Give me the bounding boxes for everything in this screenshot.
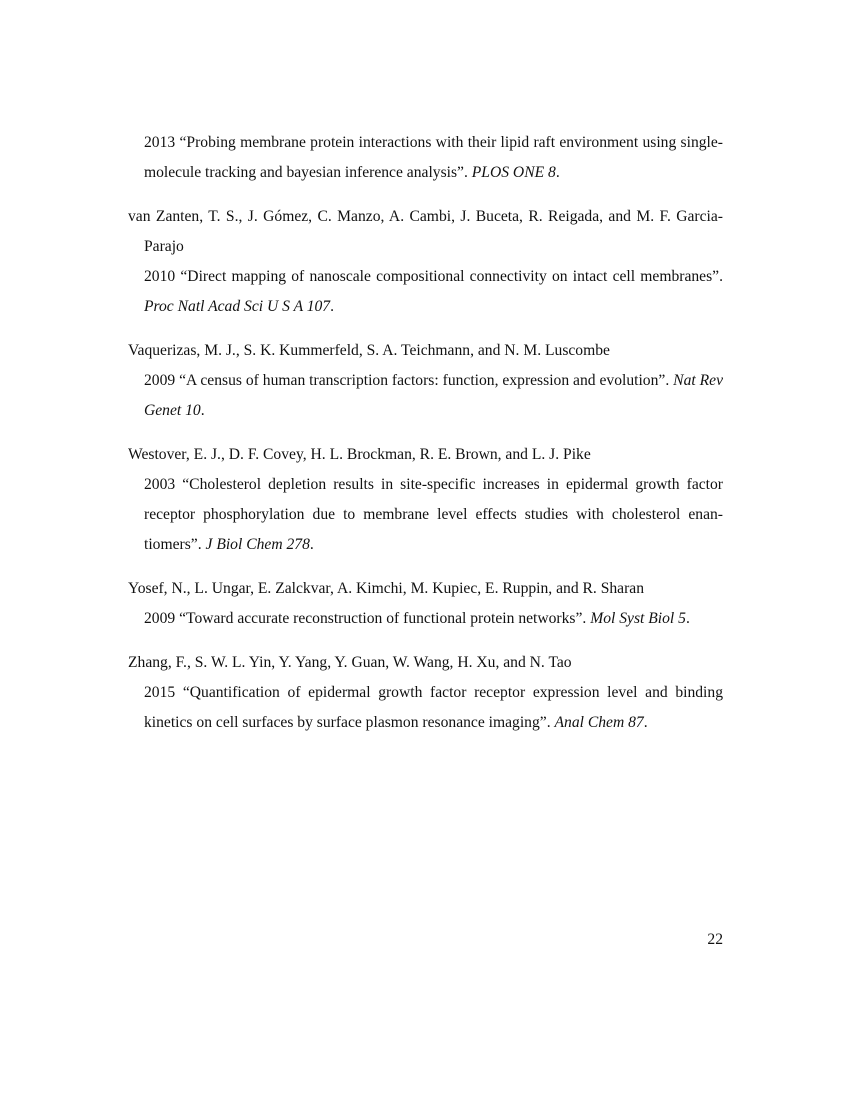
reference-year: 2003: [144, 476, 176, 493]
reference-year: 2013: [144, 134, 176, 151]
reference-end: .: [685, 610, 690, 627]
reference-body: [128, 470, 723, 560]
reference-title: “Direct mapping of nanoscale compositional connectivity on intact cell membranes”.: [180, 268, 723, 285]
reference-entry: [128, 648, 723, 738]
reference-journal: J Biol Chem 278: [205, 536, 310, 553]
reference-body: [128, 128, 723, 188]
reference-journal: Nat Rev Genet 10: [144, 372, 724, 419]
reference-entry: [128, 440, 723, 560]
reference-title: “Cholesterol depletion results in site-specific increases in epidermal growth factor receptor phosphorylation due to membrane level effects studies with cholesterol enantiomers”.: [144, 476, 723, 553]
reference-body: [128, 678, 723, 738]
reference-title: “Toward accurate reconstruction of functional protein networks”.: [179, 610, 587, 627]
reference-journal: PLOS ONE 8: [471, 164, 556, 181]
reference-end: .: [555, 164, 560, 181]
reference-entry: [128, 202, 723, 322]
references-list: [128, 128, 723, 752]
reference-year: 2015: [144, 684, 176, 701]
reference-title: “A census of human transcription factors: function, expression and evolution”.: [179, 372, 670, 389]
page-number: 22: [707, 931, 723, 948]
reference-journal: Proc Natl Acad Sci U S A 107: [144, 298, 331, 315]
reference-end: .: [330, 298, 335, 315]
reference-journal: Anal Chem 87: [554, 714, 644, 731]
reference-year: 2009: [144, 610, 176, 627]
reference-authors: Yosef, N., L. Ungar, E. Zalckvar, A. Kimchi, M. Kupiec, E. Ruppin, and R. Sharan: [128, 580, 645, 597]
reference-entry: [128, 336, 723, 426]
reference-authors: Westover, E. J., D. F. Covey, H. L. Brockman, R. E. Brown, and L. J. Pike: [128, 446, 591, 463]
reference-title: “Probing membrane protein interactions with their lipid raft environment using single-molecule tracking and bayesian inference analysis”.: [144, 134, 723, 181]
reference-year: 2009: [144, 372, 176, 389]
reference-year: 2010: [144, 268, 176, 285]
reference-end: .: [309, 536, 314, 553]
reference-authors: van Zanten, T. S., J. Gómez, C. Manzo, A. Cambi, J. Buceta, R. Reigada, and M. F. Garcia-Parajo: [128, 208, 723, 255]
reference-entry: [128, 574, 723, 634]
reference-journal: Mol Syst Biol 5: [590, 610, 686, 627]
reference-body: [128, 604, 723, 634]
reference-entry: [128, 128, 723, 188]
reference-authors: Zhang, F., S. W. L. Yin, Y. Yang, Y. Guan, W. Wang, H. Xu, and N. Tao: [128, 654, 572, 671]
reference-body: [128, 262, 723, 322]
reference-title: “Quantification of epidermal growth factor receptor expression level and binding kinetics on cell surfaces by surface plasmon resonance imaging”.: [144, 684, 723, 731]
reference-end: .: [200, 402, 205, 419]
reference-body: [128, 366, 723, 426]
reference-end: .: [643, 714, 648, 731]
reference-authors: Vaquerizas, M. J., S. K. Kummerfeld, S. A. Teichmann, and N. M. Luscombe: [128, 342, 610, 359]
